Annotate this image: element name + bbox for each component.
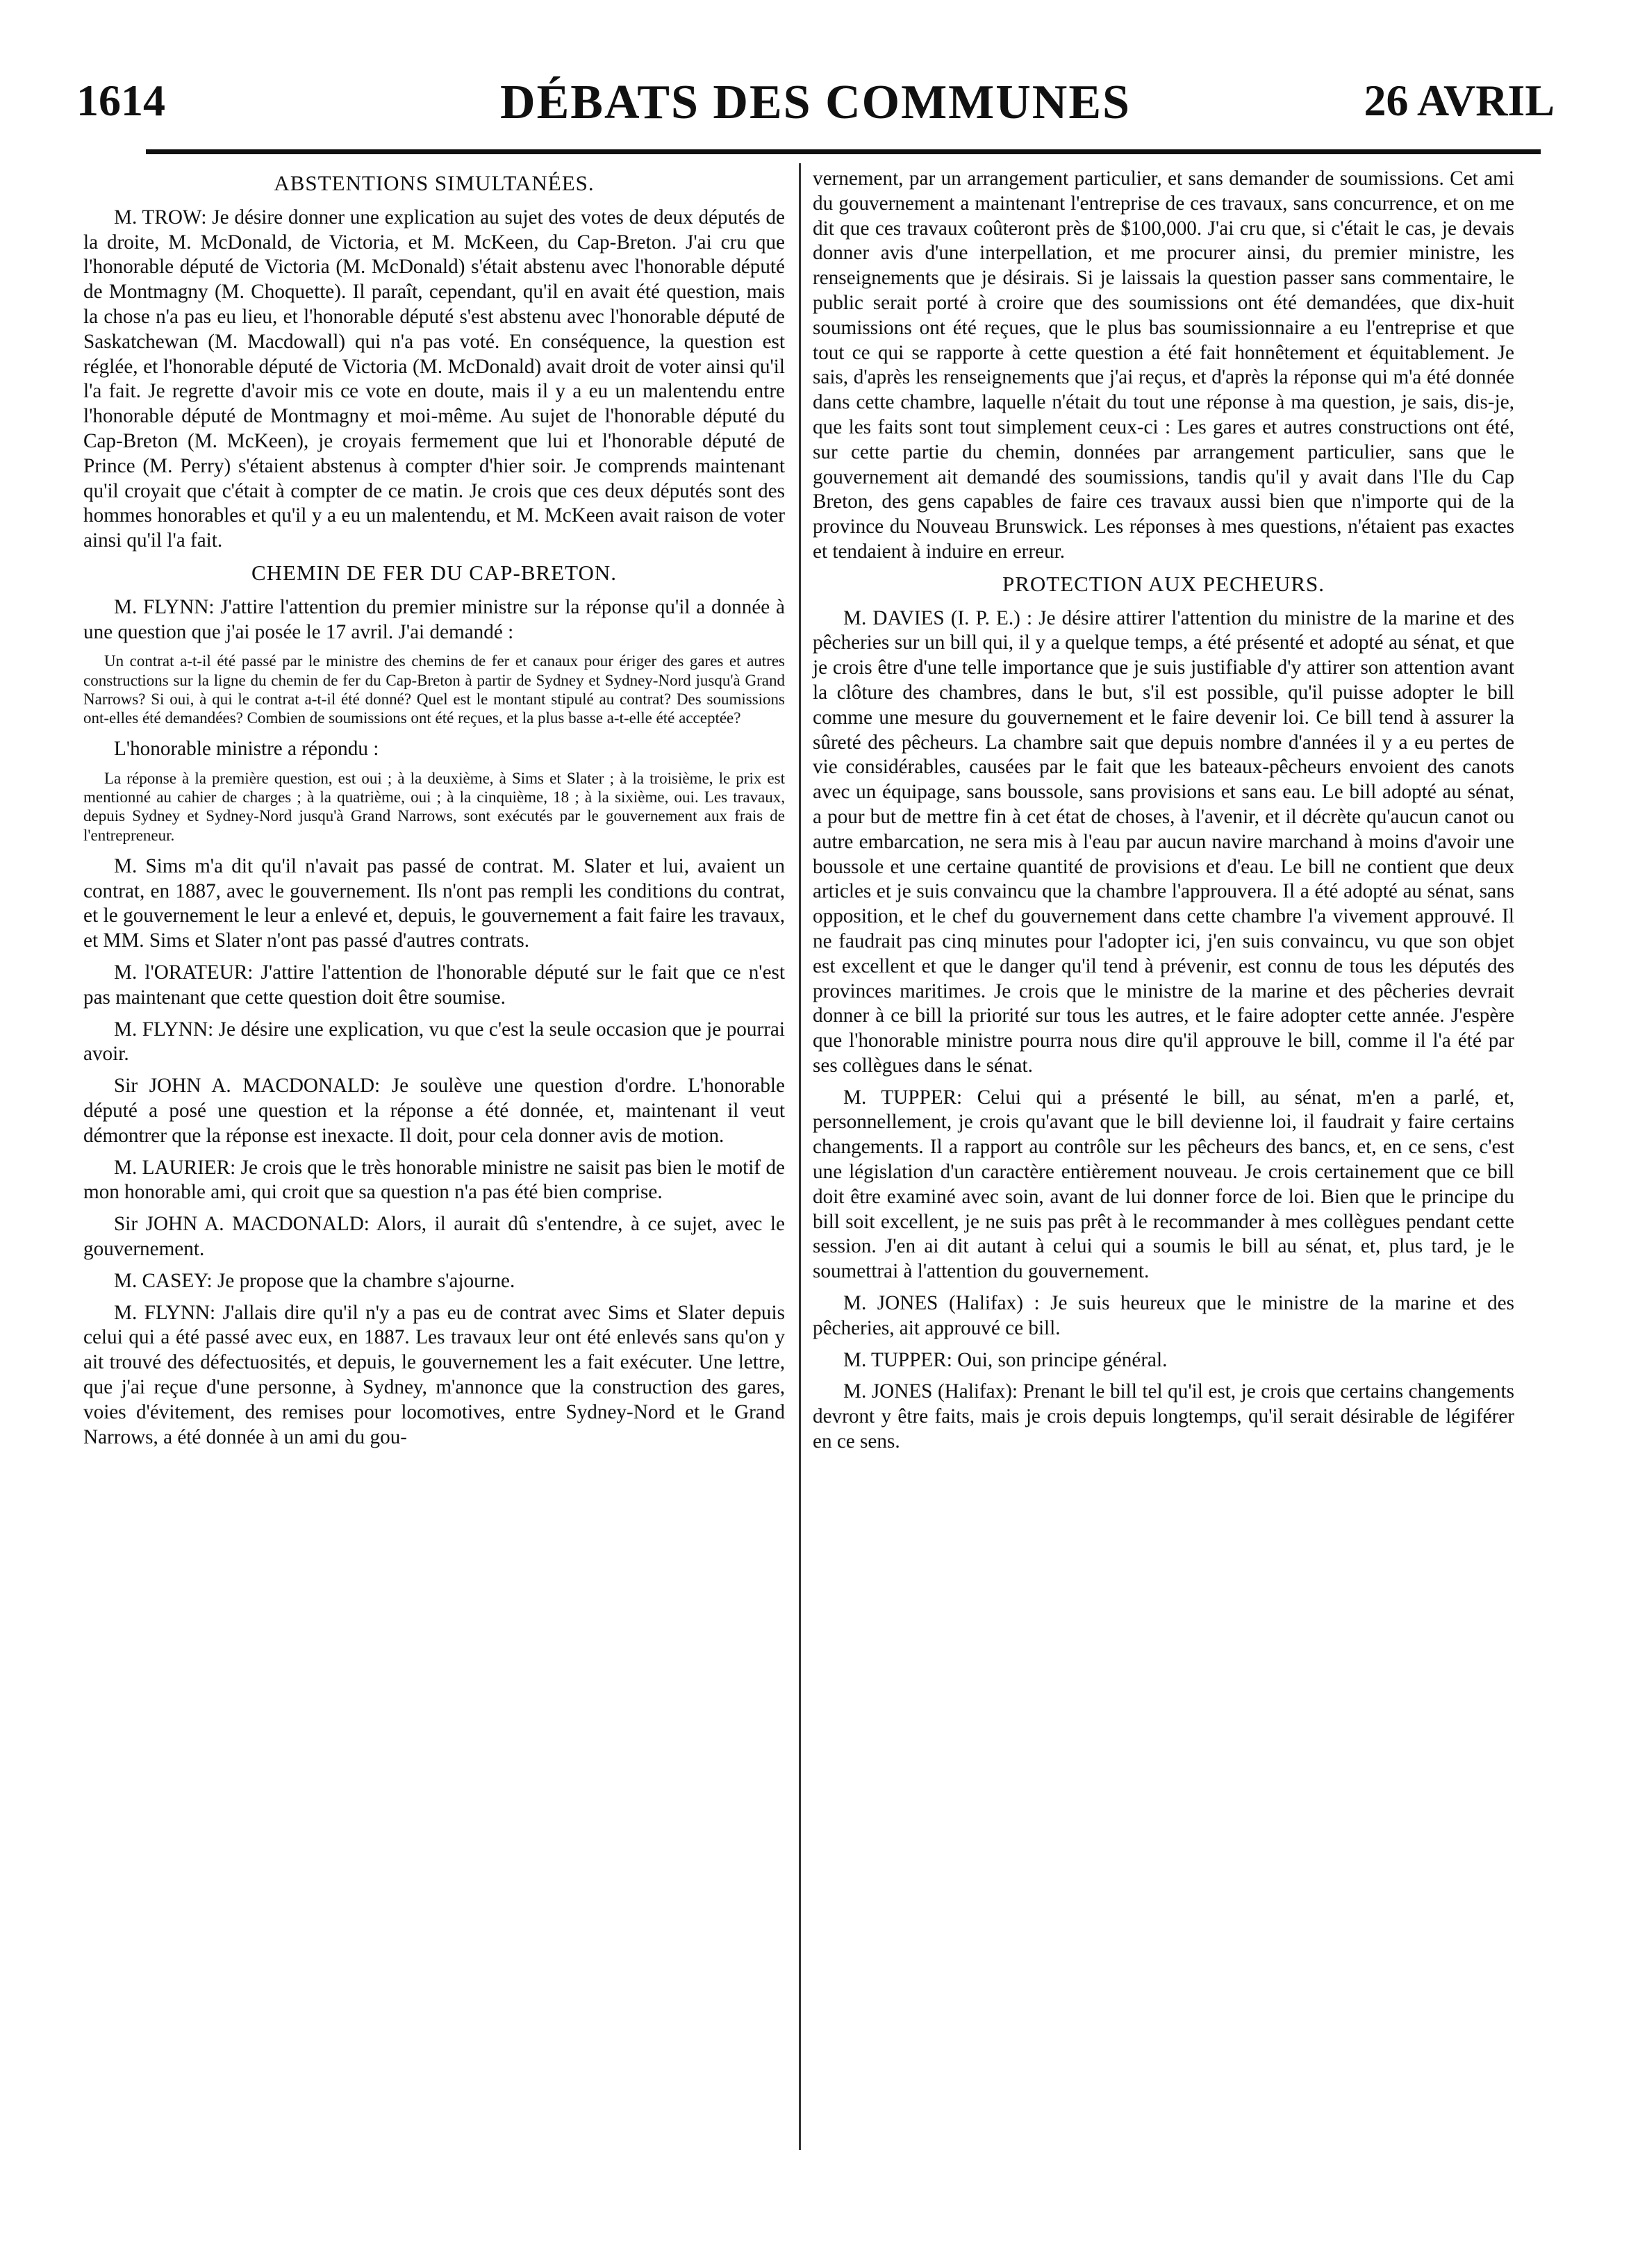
column-divider: [799, 163, 801, 2150]
section-heading-abstentions: ABSTENTIONS SIMULTANÉES.: [274, 171, 595, 195]
paragraph-flynn-2: M. FLYNN: Je désire une explication, vu que c'est la seule occasion que je pourrai avoir.: [83, 1018, 785, 1066]
page-header: [76, 75, 1555, 151]
paragraph-sims: M. Sims m'a dit qu'il n'avait pas passé de contrat. M. Slater et lui, avaient un contrat, en 1887, avec le gouvernement. Ils n'ont pas rempli les conditions du contrat, et le gouvernement le leur a enlevé et, depuis, le gouvernement a fait faire les travaux, et MM. Sims et Slater n'ont pas passé d'autres contrats.: [83, 854, 785, 952]
paragraph-tupper-1: M. TUPPER: Celui qui a présenté le bill, au sénat, m'en a parlé, et, personnellement, je crois qu'avant que le bill devienne loi, il faudrait y faire certains changements. Il a rapport au contrôle sur les pêcheurs des bancs, et, en ce sens, c'est une législation d'un caractère entièrement nouveau. Je crois certainement que ce bill doit être examiné avec soin, avant de lui donner force de loi. Bien que le principe du bill soit excellent, je ne suis pas prêt à le recommander à mes collègues pendant cette session. J'en ai dit autant à celui qui a soumis le bill au sénat, et, plus tard, je le soumettrai à l'attention du gouvernement.: [813, 1086, 1514, 1283]
paragraph-jones-1: M. JONES (Halifax) : Je suis heureux que le ministre de la marine et des pêcheries, ait approuvé ce bill.: [813, 1292, 1514, 1339]
paragraph-tupper-2: M. TUPPER: Oui, son principe général.: [843, 1348, 1168, 1371]
paragraph-macdonald-2: Sir JOHN A. MACDONALD: Alors, il aurait dû s'entendre, à ce sujet, avec le gouvernement.: [83, 1213, 785, 1260]
page-number: 1614: [76, 76, 165, 125]
paragraph-minister-answered: L'honorable ministre a répondu :: [114, 738, 379, 761]
paragraph-flynn-1: M. FLYNN: J'attire l'attention du premier ministre sur la réponse qu'il a donnée à une question que j'ai posée le 17 avril. J'ai demandé :: [83, 595, 785, 643]
paragraph-flynn-3: M. FLYNN: J'allais dire qu'il n'y a pas eu de contrat avec Sims et Slater depuis celui qui a été passé avec eux, en 1887. Les travaux leur ont été enlevés sans qu'on y ait trouvé des défectuosités, et depuis, le gouvernement les a fait exécuter. Une lettre, que j'ai reçue d'une personne, à Sydney, m'annonce que la construction des gares, voies d'évitement, des remises pour locomotives, entre Sydney-Nord et le Grand Narrows, a été donnée à un ami du gou-: [83, 1301, 785, 1448]
paragraph-laurier: M. LAURIER: Je crois que le très honorable ministre ne saisit pas bien le motif de mon honorable ami, qui croit que sa question n'a pas été bien comprise.: [83, 1156, 785, 1204]
page-date: 26 AVRIL: [1364, 76, 1555, 125]
quoted-question: Un contrat a-t-il été passé par le ministre des chemins de fer et canaux pour ériger des gares et autres constructions sur la ligne du chemin de fer du Cap-Breton à partir de Sydney et Sydney-Nord jusqu'à Grand Narrows? Si oui, à qui le contrat a-t-il été donné? Quel est le montant stipulé au contrat? Des soumissions ont-elles été demandées? Combien de soumissions ont été reçues, et la plus basse a-t-elle été acceptée?: [83, 652, 785, 727]
right-column: [813, 167, 1514, 1462]
left-column: [83, 167, 785, 1457]
section-heading-chemin-de-fer: CHEMIN DE FER DU CAP-BRETON.: [251, 560, 618, 585]
paragraph-orateur: M. l'ORATEUR: J'attire l'attention de l'honorable député sur le fait que ce n'est pas maintenant que cette question doit être soumise.: [83, 961, 785, 1009]
paragraph-jones-2: M. JONES (Halifax): Prenant le bill tel qu'il est, je crois que certains changements devront y être faits, mais je crois depuis longtemps, qu'il serait désirable de légiférer en ce sens.: [813, 1380, 1514, 1453]
section-heading-protection: PROTECTION AUX PECHEURS.: [1002, 571, 1325, 596]
header-rule: [146, 149, 1541, 154]
quoted-answer: La réponse à la première question, est oui ; à la deuxième, à Sims et Slater ; à la troisième, le prix est mentionné au cahier de charges ; à la quatrième, oui ; à la cinquième, 18 ; à la sixième, oui. Les travaux, depuis Sydney et Sydney-Nord jusqu'à Grand Narrows, sont exécutés par le gouvernement aux frais de l'entrepreneur.: [83, 769, 785, 844]
paragraph-trow: M. TROW: Je désire donner une explication au sujet des votes de deux députés de la droite, M. McDonald, de Victoria, et M. McKeen, du Cap-Breton. J'ai cru que l'honorable député de Victoria (M. McDonald) s'était abstenu avec l'honorable député de Montmagny (M. Choquette). Il paraît, cependant, qu'il en avait été question, mais la chose n'a pas eu lieu, et l'honorable député s'est abstenu avec l'honorable député de Saskatchewan (M. Macdowall) qui n'a pas voté. En conséquence, la question est réglée, et l'honorable député de Victoria (M. McDonald) avait droit de voter ainsi qu'il l'a fait. Je regrette d'avoir mis ce vote en doute, mais il y a eu un malentendu entre l'honorable député de Montmagny et moi-même. Au sujet de l'honorable député du Cap-Breton (M. McKeen), je croyais fermement que lui et l'honorable député de Prince (M. Perry) s'étaient abstenus à compter d'hier soir. Je comprends maintenant qu'il croyait que c'était à compter de ce matin. Je crois que ces deux députés sont des hommes honorables et qu'il y a eu un malentendu, et M. McKeen avait raison de voter ainsi qu'il l'a fait.: [83, 206, 785, 552]
paragraph-macdonald-1: Sir JOHN A. MACDONALD: Je soulève une question d'ordre. L'honorable député a posé une question et la réponse a été donnée, et, maintenant il veut démontrer que la réponse est inexacte. Il doit, pour cela donner avis de motion.: [83, 1075, 785, 1147]
paragraph-casey: M. CASEY: Je propose que la chambre s'ajourne.: [114, 1269, 515, 1292]
paragraph-davies: M. DAVIES (I. P. E.) : Je désire attirer l'attention du ministre de la marine et des pêcheries sur un bill qui, il y a quelque temps, a été présenté et adopté au sénat, et que je crois être d'une telle importance que je suis justifiable d'y attirer son attention avant la clôture des chambres, dans le but, s'il est possible, qu'il puisse adopter le bill comme une mesure du gouvernement et le faire devenir loi. Ce bill tend à assurer la sûreté des pêcheurs. La chambre sait que depuis nombre d'années il y a eu pertes de vie considérables, causées par le fait que les bateaux-pêcheurs envoient des canots avec un équipage, sans boussole, sans provisions et sans eau. Le bill adopté au sénat, a pour but de mettre fin à cet état de choses, à l'avenir, et il décrète qu'aucun canot ou autre embarcation, ne sera mis à l'eau par aucun navire marchand à moins d'avoir une boussole et une certaine quantité de provisions et d'eau. Le bill ne contient que deux articles et je suis convaincu que la chambre l'approuvera. Il a été adopté au sénat, sans opposition, et le chef du gouvernement dans cette chambre l'a vivement approuvé. Il ne faudrait pas cinq minutes pour l'adopter ici, j'en suis convaincu, vu que son objet est excellent et que le danger qu'il tend à prévenir, est connu de tous les députés des provinces maritimes. Je crois que le ministre de la marine et des pêcheries devrait donner à ce bill la priorité sur tous les autres, et le faire adopter cette année. J'espère que l'honorable ministre pourra nous dire qu'il approuve le bill, comme il l'a été par ses collègues dans le sénat.: [813, 606, 1514, 1077]
paragraph-continuation: vernement, par un arrangement particulier, et sans demander de soumissions. Cet ami du gouvernement a maintenant l'entreprise de ces travaux, sans concurrence, et on me dit que ces travaux coûteront près de $100,000. J'ai cru que, si c'était le cas, je devais donner avis d'une interpellation, et me procurer ainsi, du premier ministre, les renseignements que je désirais. Si je laissais la question passer sans commentaire, le public serait porté à croire que des soumissions ont été demandées, que dix-huit soumissions ont été reçues, que le plus bas soumissionnaire a eu l'entreprise et que tout ce qui se rapporte à cette question a été fait honnêtement et équitablement. Je sais, d'après les renseignements que j'ai reçus, et d'après la réponse qui m'a été donnée dans cette chambre, laquelle n'était du tout une réponse à ma question, je sais, dis-je, que les faits sont tout simplement ceux-ci : Les gares et autres constructions ont été, sur cette partie du chemin, données par arrangement particulier, sans que le gouvernement ait demandé des soumissions, tandis qu'il y avait dans l'Ile du Cap Breton, des gens capables de faire ces travaux aussi bien que n'importe qui de la province du Nouveau Brunswick. Les réponses à mes questions, n'étaient pas exactes et tendaient à induire en erreur.: [813, 167, 1514, 563]
page-title: DÉBATS DES COMMUNES: [500, 76, 1131, 129]
